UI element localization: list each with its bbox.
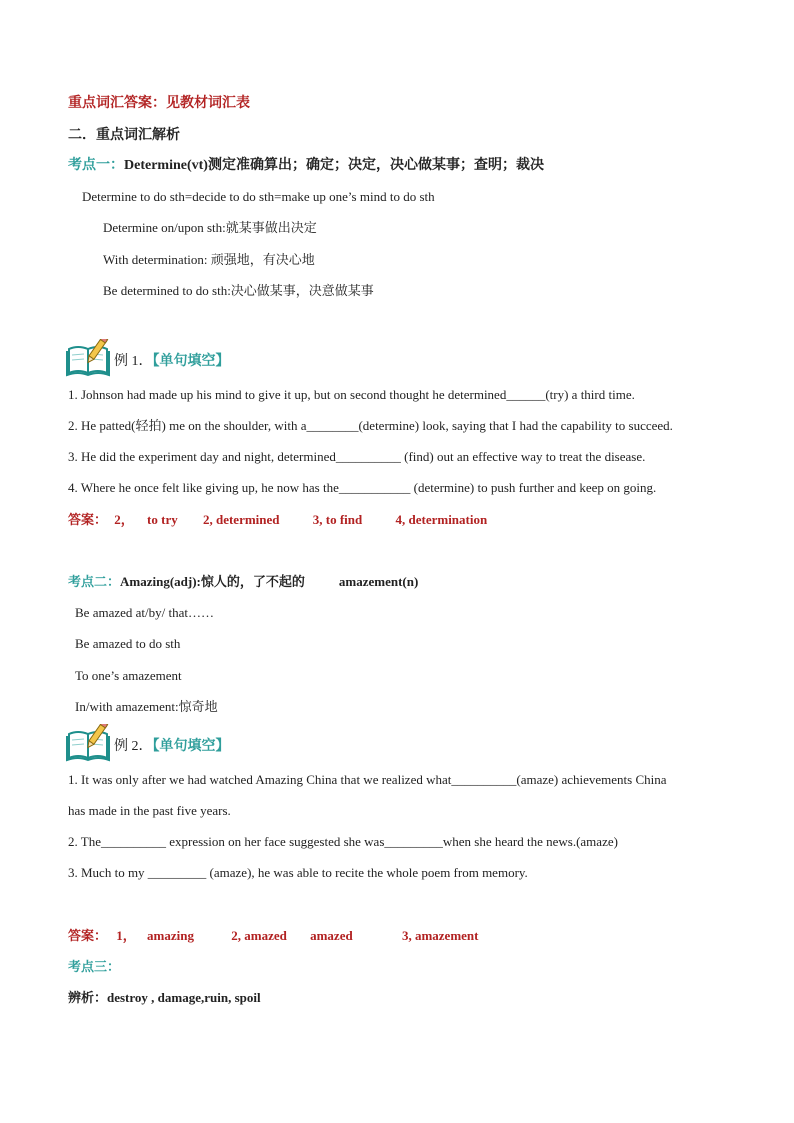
ex2-answer-4: amazed [310, 928, 353, 943]
example-1-title [114, 350, 230, 370]
ex1-question-1: 1. Johnson had made up his mind to give it up, but on second thought he determined______(try) a third time. [68, 387, 635, 402]
ex2-answer-label: 答案： [68, 928, 108, 943]
kp1-line-1: Determine to do sth=decide to do sth=make up one’s mind to do sth [82, 189, 435, 204]
kp2-head: Amazing(adj):惊人的，了不起的 [120, 574, 305, 589]
section-heading: 二．重点词汇解析 [68, 128, 180, 143]
ex2-question-2: 2. The__________ expression on her face suggested she was_________when she heard the news.(amaze) [68, 834, 618, 849]
ex2-answer-3: 2, amazed [231, 928, 287, 943]
kp3-analysis: 辨析：destroy , damage,ruin, spoil [68, 990, 261, 1005]
ex2-answer-2: amazing [147, 928, 194, 943]
example-2-number: 例 2． [114, 739, 153, 754]
ex2-answers [68, 928, 478, 944]
ex1-question-4: 4. Where he once felt like giving up, he now has the___________ (determine) to push further and keep on going. [68, 480, 657, 495]
ex1-answer-4: 3, to find [312, 512, 363, 527]
kp2-line-3: To one’s amazement [75, 668, 182, 683]
ex2-answer-5: 3, amazement [401, 928, 479, 943]
kp3-label: 考点三： [68, 959, 121, 974]
ex1-answer-1: 2， [114, 512, 134, 527]
example-1-number: 例 1． [114, 354, 153, 369]
book-pencil-icon [66, 339, 112, 377]
kp2-heading [68, 574, 418, 590]
kp2-label: 考点二： [68, 574, 121, 589]
ex1-answer-3: 2, determined [202, 512, 280, 527]
ex1-answer-2: to try [147, 512, 178, 527]
answer-key-note: 重点词汇答案：见教材词汇表 [68, 96, 250, 111]
example-2-title [114, 735, 230, 755]
example-2-heading [66, 723, 230, 763]
book-pencil-icon [66, 724, 112, 762]
ex1-question-2: 2. He patted(轻拍) me on the shoulder, with a________(determine) look, saying that I had the capability to succeed. [68, 418, 673, 433]
kp1-line-4: Be determined to do sth:决心做某事，决意做某事 [103, 283, 374, 298]
ex2-question-3: 3. Much to my _________ (amaze), he was able to recite the whole poem from memory. [68, 865, 528, 880]
kp2-noun: amazement(n) [338, 574, 419, 589]
ex1-answer-5: 4, determination [395, 512, 488, 527]
ex2-question-1b: has made in the past five years. [68, 803, 231, 818]
example-1-tag: 【单句填空】 [152, 354, 230, 369]
kp2-line-2: Be amazed to do sth [75, 636, 181, 651]
ex2-question-1a: 1. It was only after we had watched Amazing China that we realized what__________(amaze) achievements China [68, 772, 667, 787]
kp1-label: 考点一： [68, 158, 124, 173]
ex1-answers [68, 512, 487, 528]
kp1-heading [68, 158, 544, 174]
kp1-line-3: With determination: 顽强地，有决心地 [103, 252, 315, 267]
ex1-answer-label: 答案： [68, 512, 108, 527]
example-2-tag: 【单句填空】 [152, 739, 230, 754]
ex2-answer-1: 1， [116, 928, 136, 943]
ex1-question-3: 3. He did the experiment day and night, determined__________ (find) out an effective way to treat the disease. [68, 449, 646, 464]
kp2-line-4: In/with amazement:惊奇地 [75, 699, 218, 714]
kp1-head: Determine(vt)测定准确算出；确定；决定，决心做某事；查明；裁决 [124, 158, 544, 173]
kp1-line-2: Determine on/upon sth:就某事做出决定 [103, 220, 317, 235]
example-1-heading [66, 338, 230, 378]
kp2-line-1: Be amazed at/by/ that…… [75, 605, 214, 620]
